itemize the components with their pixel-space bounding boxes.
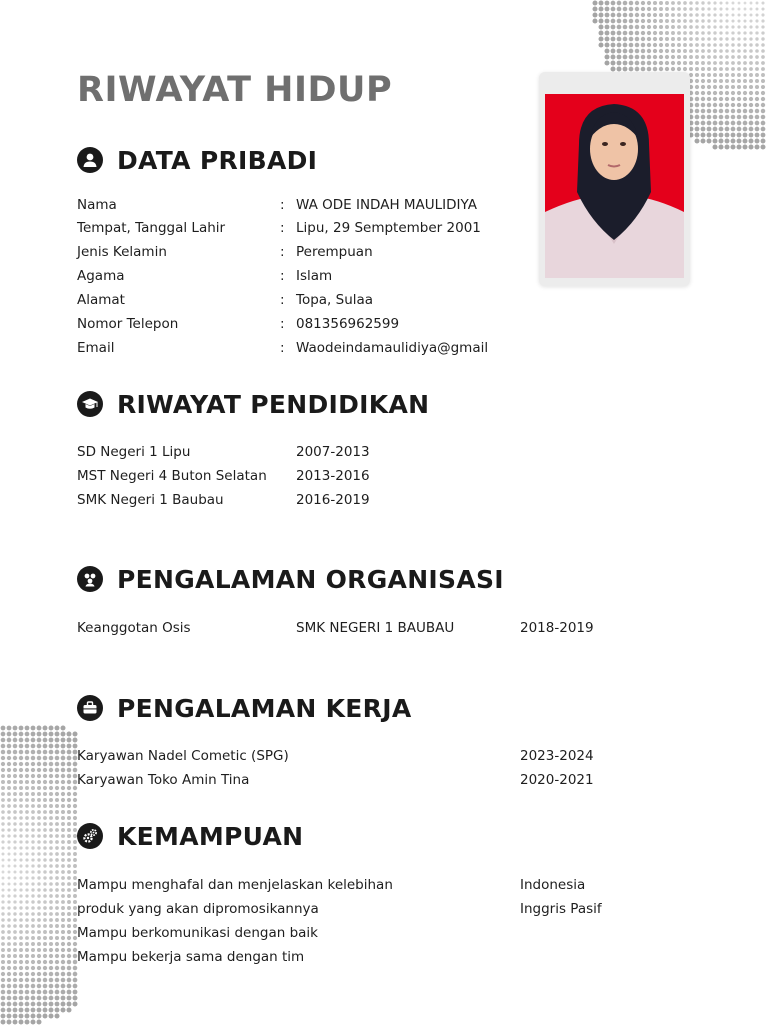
field-label-telepon: Nomor Telepon	[77, 316, 179, 332]
section-title-kemampuan: KEMAMPUAN	[117, 821, 304, 851]
work-job: Karyawan Toko Amin Tina	[77, 772, 250, 788]
section-title-organisasi: PENGALAMAN ORGANISASI	[117, 564, 504, 594]
skill-item: produk yang akan dipromosikannya	[77, 901, 319, 917]
work-job: Karyawan Nadel Cometic (SPG)	[77, 748, 289, 764]
field-label-alamat: Alamat	[77, 292, 125, 308]
profile-photo-card	[539, 72, 690, 286]
section-title-pendidikan: RIWAYAT PENDIDIKAN	[117, 389, 430, 419]
section-kerja	[77, 693, 411, 723]
organization-place: SMK NEGERI 1 BAUBAU	[296, 620, 455, 636]
education-years: 2013-2016	[296, 468, 370, 484]
field-value-alamat: Topa, Sulaa	[296, 292, 374, 308]
section-organisasi	[77, 564, 504, 594]
field-label-agama: Agama	[77, 268, 125, 284]
section-pendidikan	[77, 389, 429, 419]
section-title-kerja: PENGALAMAN KERJA	[117, 693, 412, 723]
user-icon	[77, 147, 103, 173]
graduation-cap-icon	[77, 391, 103, 417]
field-value-ttl: Lipu, 29 Semptember 2001	[296, 220, 481, 236]
group-icon	[77, 566, 103, 592]
field-value-nama: WA ODE INDAH MAULIDIYA	[296, 197, 477, 213]
organization-role: Keanggotan Osis	[77, 620, 191, 636]
education-years: 2007-2013	[296, 444, 370, 460]
field-label-ttl: Tempat, Tanggal Lahir	[77, 220, 226, 236]
page-title: RIWAYAT HIDUP	[77, 70, 393, 110]
skill-item: Mampu bekerja sama dengan tim	[77, 949, 305, 965]
work-years: 2020-2021	[520, 772, 594, 788]
education-years: 2016-2019	[296, 492, 370, 508]
field-label-jenis-kelamin: Jenis Kelamin	[77, 244, 167, 260]
field-separator: :	[280, 197, 285, 213]
field-separator: :	[280, 244, 285, 260]
field-separator: :	[280, 340, 285, 356]
profile-photo	[545, 94, 684, 278]
field-value-email: Waodeindamaulidiya@gmail	[296, 340, 489, 356]
skill-item: Mampu berkomunikasi dengan baik	[77, 925, 318, 941]
section-kemampuan	[77, 821, 303, 851]
field-value-jenis-kelamin: Perempuan	[296, 244, 373, 260]
gears-icon	[77, 823, 103, 849]
education-school: MST Negeri 4 Buton Selatan	[77, 468, 267, 484]
decorative-dots-bottom-left	[0, 725, 80, 1025]
field-separator: :	[280, 316, 285, 332]
field-value-agama: Islam	[296, 268, 333, 284]
field-separator: :	[280, 220, 285, 236]
field-label-nama: Nama	[77, 197, 117, 213]
field-value-telepon: 081356962599	[296, 316, 400, 332]
section-data-pribadi	[77, 145, 317, 175]
field-label-email: Email	[77, 340, 115, 356]
education-school: SMK Negeri 1 Baubau	[77, 492, 224, 508]
language-item: Indonesia	[520, 877, 586, 893]
skill-item: Mampu menghafal dan menjelaskan kelebihan	[77, 877, 393, 893]
section-title-data-pribadi: DATA PRIBADI	[117, 145, 318, 175]
education-school: SD Negeri 1 Lipu	[77, 444, 191, 460]
portrait-illustration	[545, 94, 684, 278]
work-years: 2023-2024	[520, 748, 594, 764]
field-separator: :	[280, 292, 285, 308]
organization-years: 2018-2019	[520, 620, 594, 636]
field-separator: :	[280, 268, 285, 284]
briefcase-icon	[77, 695, 103, 721]
language-item: Inggris Pasif	[520, 901, 602, 917]
